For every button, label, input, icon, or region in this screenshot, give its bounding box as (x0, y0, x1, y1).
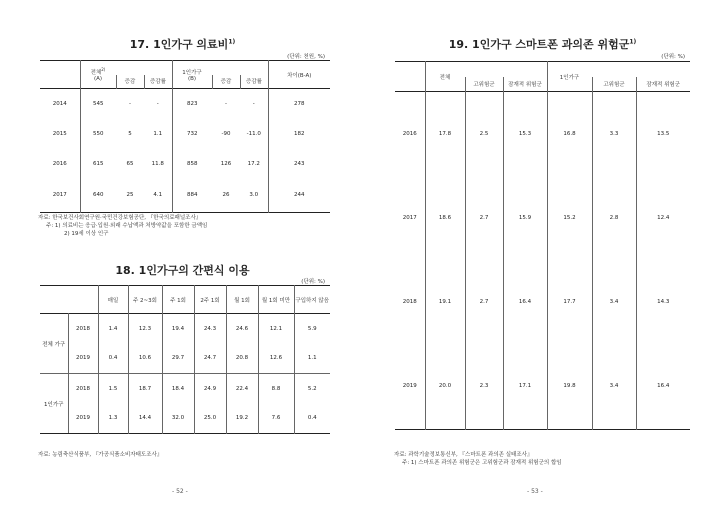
table17-col-single: 1인가구 (B) (172, 61, 212, 89)
table18-title: 18. 1인가구의 간편식 이용 (115, 264, 250, 277)
table19-unit: (단위: %) (661, 54, 685, 60)
table-row: 2016 615 65 11.8 858 126 17.2 243 (40, 149, 330, 179)
table19-col-high2: 고위험군 (592, 77, 636, 92)
table17-col-change: 증감 (116, 75, 144, 89)
table18-col: 구입하지 않음 (294, 286, 330, 314)
table17-col-change2: 증감 (212, 75, 240, 89)
table19-header-row1 (395, 62, 690, 77)
table18-col: 주 2~3회 (128, 286, 162, 314)
table-row: 2019 0.4 10.6 29.7 24.7 20.8 12.6 1.1 (40, 344, 330, 374)
table19 (395, 61, 690, 430)
table-row: 1인가구 2018 1.5 18.7 18.4 24.9 22.4 8.8 5.2 (40, 374, 330, 404)
table18-unit: (단위: %) (301, 279, 325, 285)
table-row: 2015 550 5 1.1 732 -90 -11.0 182 (40, 119, 330, 149)
table-row: 2018 19.1 2.7 16.4 17.7 3.4 14.3 (395, 260, 690, 344)
table19-col-single: 1인가구 (547, 62, 592, 92)
table18-col: 주 1회 (162, 286, 194, 314)
table17-notes: 자료: 한국보건사회연구원·국민건강보험공단, 『한국의료패널조사』 주: 1) 의료비는 응급·입원·외래 수납액과 처방약값을 포함한 금액임 2) 19세 이상 인구 (38, 215, 208, 237)
table17-unit: (단위: 천원, %) (287, 54, 325, 60)
table19-notes: 자료: 과학기술정보통신부, 『스마트폰 과의존 실태조사』 주: 1) 스마트폰 과의존 위험군은 고위험군과 잠재적 위험군의 합임 (394, 452, 562, 466)
table19-col-potential2: 잠재적 위험군 (636, 77, 690, 92)
table-row: 2017 18.6 2.7 15.9 15.2 2.8 12.4 (395, 176, 690, 260)
table19-col-potential: 잠재적 위험군 (503, 77, 547, 92)
page-number-right: - 53 - (527, 488, 543, 495)
table17 (40, 60, 330, 213)
table-row: 2016 17.8 2.5 15.3 16.8 3.3 13.5 (395, 92, 690, 176)
table18-col: 월 1회 (226, 286, 258, 314)
table18-notes: 자료: 농림축산식품부, 『가공식품소비자태도조사』 (38, 452, 163, 458)
table17-col-total: 전체$^{2)}$ (A) (80, 61, 116, 89)
table18-group-label: 1인가구 (40, 374, 68, 434)
table18-col: 월 1회 미만 (258, 286, 294, 314)
table-row: 2017 640 25 4.1 884 26 3.0 244 (40, 179, 330, 213)
table17-col-change-rate: 증감률 (144, 75, 172, 89)
table19-title: 19. 1인가구 스마트폰 과의존 위험군$^{1)}$ (448, 38, 637, 51)
table17-col-change-rate2: 증감률 (240, 75, 268, 89)
table18 (40, 285, 330, 434)
table-row: 2019 1.3 14.4 32.0 25.0 19.2 7.6 0.4 (40, 404, 330, 434)
table17-col-diff: 차이(B-A) (268, 61, 330, 89)
table18-header-row (40, 286, 330, 314)
table19-col-total: 전체 (425, 62, 465, 92)
table17-header-row1 (40, 61, 330, 75)
table19-col-high: 고위험군 (465, 77, 503, 92)
table-row: 2019 20.0 2.3 17.1 19.8 3.4 16.4 (395, 344, 690, 430)
table17-title: 17. 1인가구 의료비$^{1)}$ (129, 38, 236, 51)
table-row: 전체 가구 2018 1.4 12.3 19.4 24.3 24.6 12.1 5.9 (40, 314, 330, 344)
table-row: 2014 545 - - 823 - - 278 (40, 89, 330, 119)
table18-col: 2주 1회 (194, 286, 226, 314)
table18-col: 매일 (98, 286, 128, 314)
table18-group-label: 전체 가구 (40, 314, 68, 374)
page-number-left: - 52 - (172, 488, 188, 495)
